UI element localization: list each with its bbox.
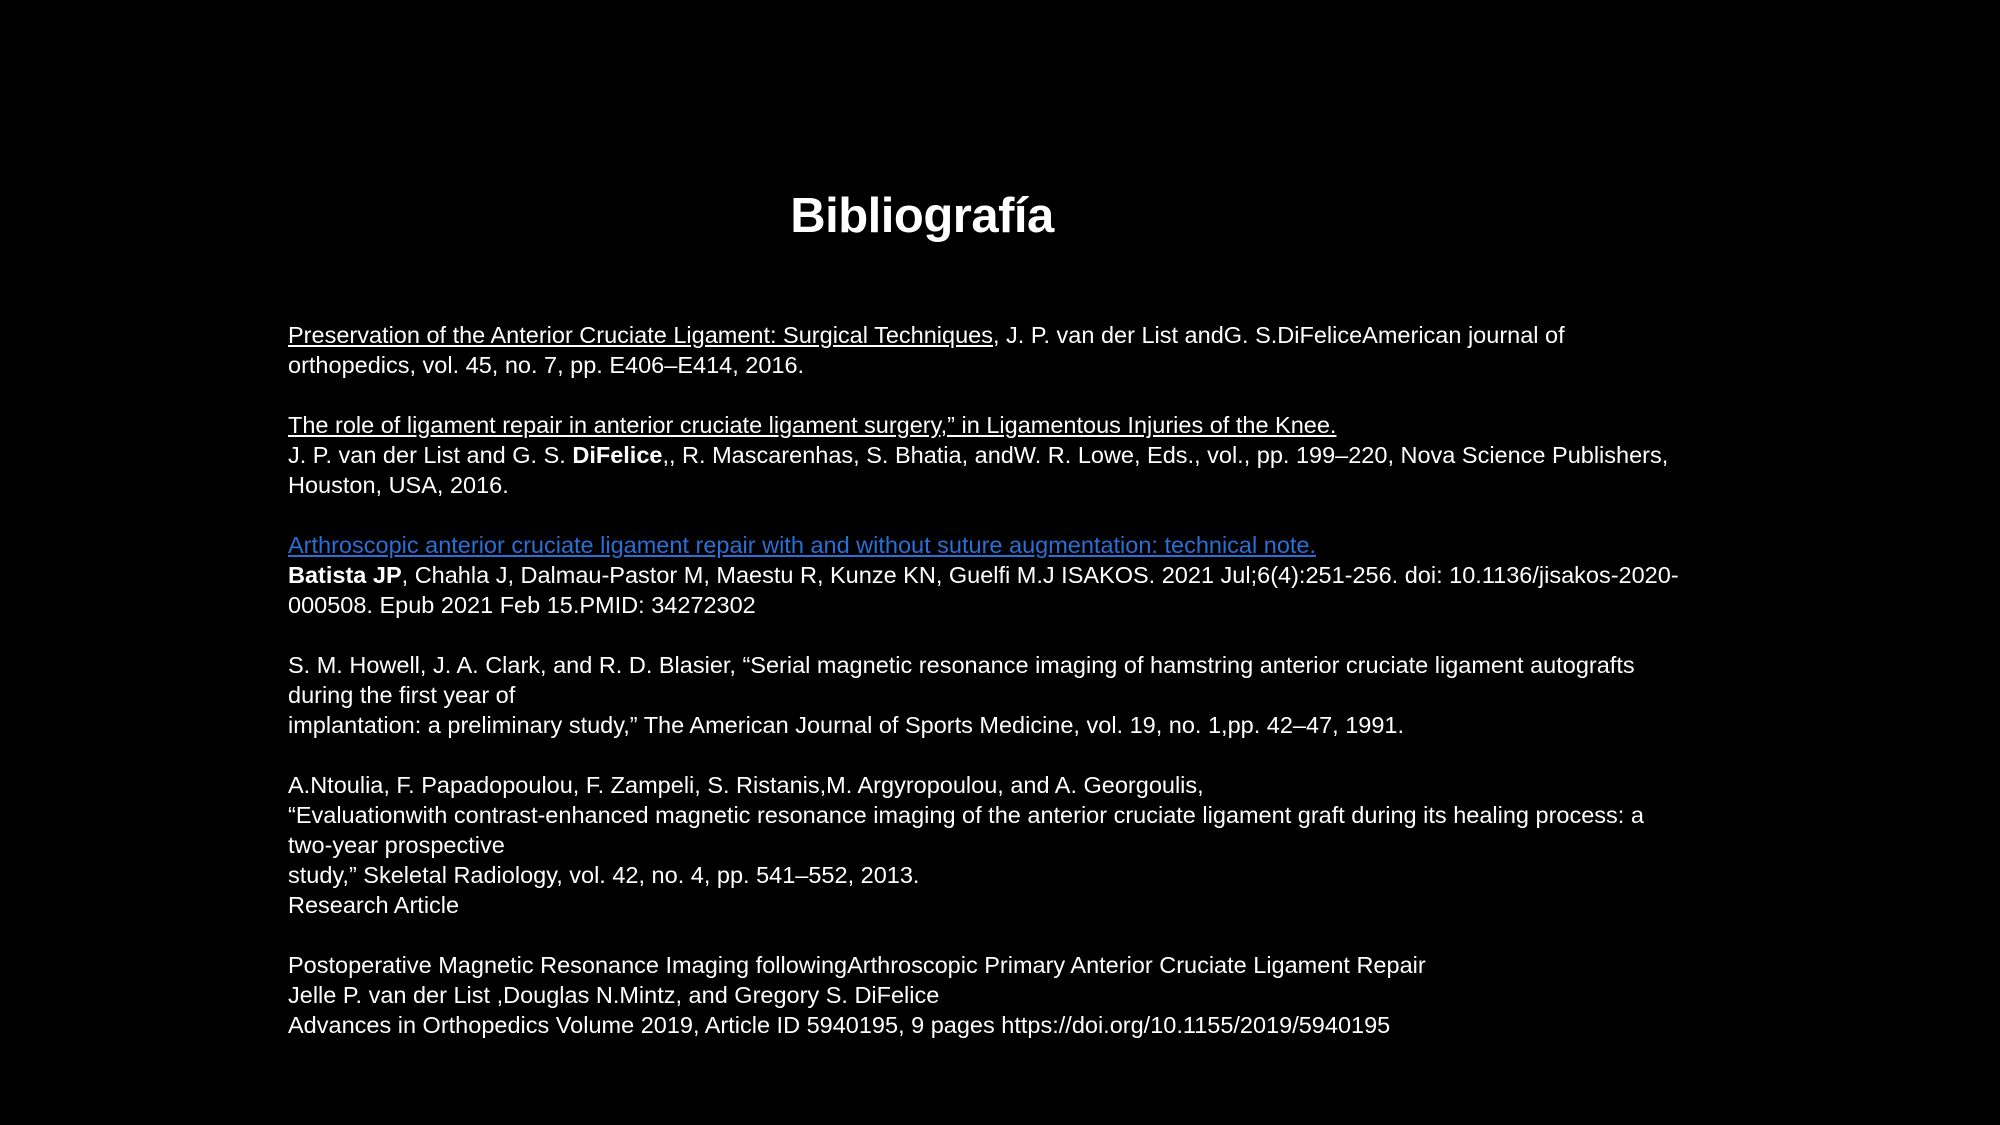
reference-details: , J. P. van der List andG. S.DiFeliceAmerican journal of orthopedics, vol. 45, no. 7, pp. E406–E414, 2016. [288,322,1565,378]
reference-line: implantation: a preliminary study,” The American Journal of Sports Medicine, vol. 19, no. 1,pp. 42–47, 1991. [288,712,1404,738]
reference-item [288,650,1688,740]
reference-line: “Evaluationwith contrast-enhanced magnetic resonance imaging of the anterior cruciate ligament graft during its healing process: a two-year prospective [288,802,1644,858]
reference-line: A.Ntoulia, F. Papadopoulou, F. Zampeli, S. Ristanis,M. Argyropoulou, and A. Georgoulis, [288,772,1204,798]
reference-title: The role of ligament repair in anterior cruciate ligament surgery,” in Ligamentous Injuries of the Knee. [288,412,1337,438]
reference-line: Jelle P. van der List ,Douglas N.Mintz, and Gregory S. DiFelice [288,982,940,1008]
reference-details: , Chahla J, Dalmau-Pastor M, Maestu R, Kunze KN, Guelfi M.J ISAKOS. 2021 Jul;6(4):251-256. doi: 10.1136/jisakos-2020-000508. Epub 2021 Feb 15.PMID: 34272302 [288,562,1679,618]
reference-line: Postoperative Magnetic Resonance Imaging followingArthroscopic Primary Anterior Cruciate Ligament Repair [288,952,1426,978]
reference-line: S. M. Howell, J. A. Clark, and R. D. Blasier, “Serial magnetic resonance imaging of hamstring anterior cruciate ligament autografts during the first year of [288,652,1635,708]
reference-authors: J. P. van der List and G. S. [288,442,573,468]
reference-item [288,770,1688,920]
reference-link[interactable]: Arthroscopic anterior cruciate ligament repair with and without suture augmentation: technical note. [288,532,1317,558]
reference-list [288,320,1688,1070]
reference-line: Research Article [288,892,460,918]
reference-title: Preservation of the Anterior Cruciate Ligament: Surgical Techniques [288,322,993,348]
reference-item [288,320,1688,380]
reference-author-highlight: DiFelice [572,442,663,468]
reference-details: ,, R. Mascarenhas, S. Bhatia, andW. R. Lowe, Eds., vol., pp. 199–220, Nova Science Publishers, Houston, USA, 2016. [288,442,1669,498]
reference-item [288,950,1688,1040]
reference-item [288,410,1688,500]
reference-author-highlight: Batista JP [288,562,402,588]
reference-line: study,” Skeletal Radiology, vol. 42, no. 4, pp. 541–552, 2013. [288,862,920,888]
page-title: Bibliografía [790,189,1054,243]
reference-line: Advances in Orthopedics Volume 2019, Article ID 5940195, 9 pages https://doi.org/10.1155/2019/5940195 [288,1012,1391,1038]
reference-item [288,530,1688,620]
